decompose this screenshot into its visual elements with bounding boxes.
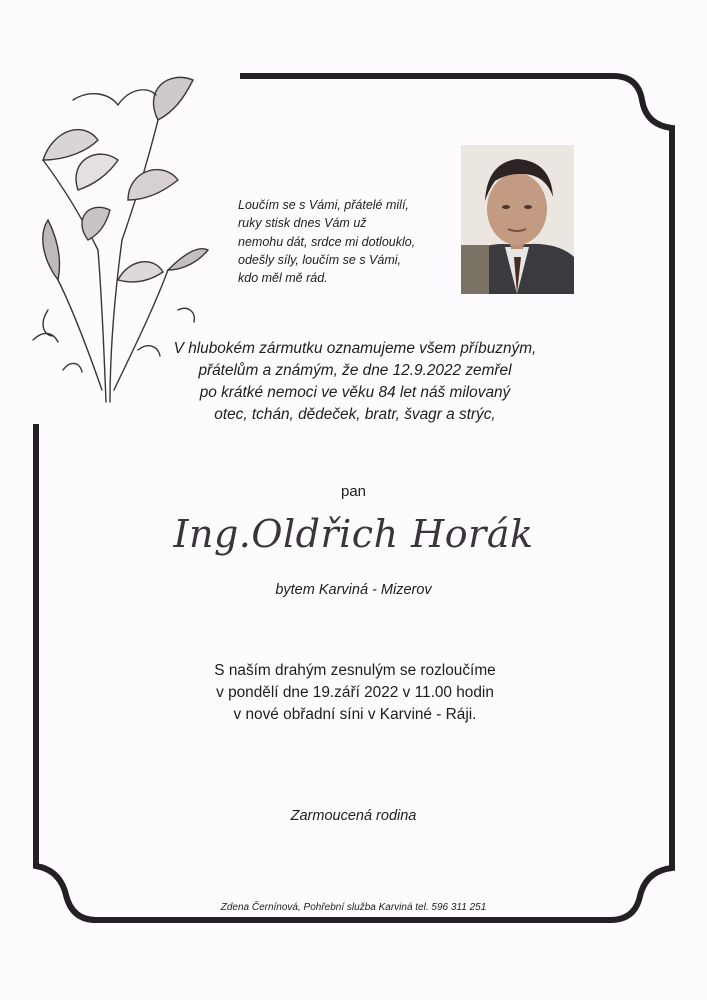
poem-line: nemohu dát, srdce mi dotlouklo, xyxy=(238,234,416,249)
footer-contact: Zdena Černínová, Pohřební služba Karviná tel. 596 311 251 xyxy=(220,902,487,913)
announcement-line: po krátké nemoci ve věku 84 let náš milovaný xyxy=(199,384,511,401)
announcement-line: V hlubokém zármutku oznamujeme všem příbuzným, xyxy=(173,340,537,357)
residence: bytem Karviná - Mizerov xyxy=(275,582,432,598)
funeral-line: v nové obřadní síni v Karviné - Ráji. xyxy=(233,706,477,723)
poem-line: ruky stisk dnes Vám už xyxy=(238,216,367,231)
signature: Zarmoucená rodina xyxy=(290,808,417,824)
funeral-line: v pondělí dne 19.září 2022 v 11.00 hodin xyxy=(216,684,494,701)
poem-line: odešly síly, loučím se s Vámi, xyxy=(238,252,402,267)
funeral-line: S naším drahým zesnulým se rozloučíme xyxy=(214,662,496,679)
announcement-text xyxy=(150,338,560,426)
poem-line: Loučím se s Vámi, přátelé milí, xyxy=(238,198,409,212)
salutation: pan xyxy=(340,483,367,500)
funeral-details xyxy=(150,660,560,726)
announcement-line: přátelům a známým, že dne 12.9.2022 zemřel xyxy=(198,362,512,379)
portrait-photo xyxy=(461,145,574,294)
deceased-name: Ing.Oldřich Horák xyxy=(173,512,534,556)
announcement-line: otec, tchán, dědeček, bratr, švagr a strýc, xyxy=(214,406,496,423)
farewell-poem xyxy=(238,196,458,287)
poem-line: kdo měl mě rád. xyxy=(238,271,328,286)
